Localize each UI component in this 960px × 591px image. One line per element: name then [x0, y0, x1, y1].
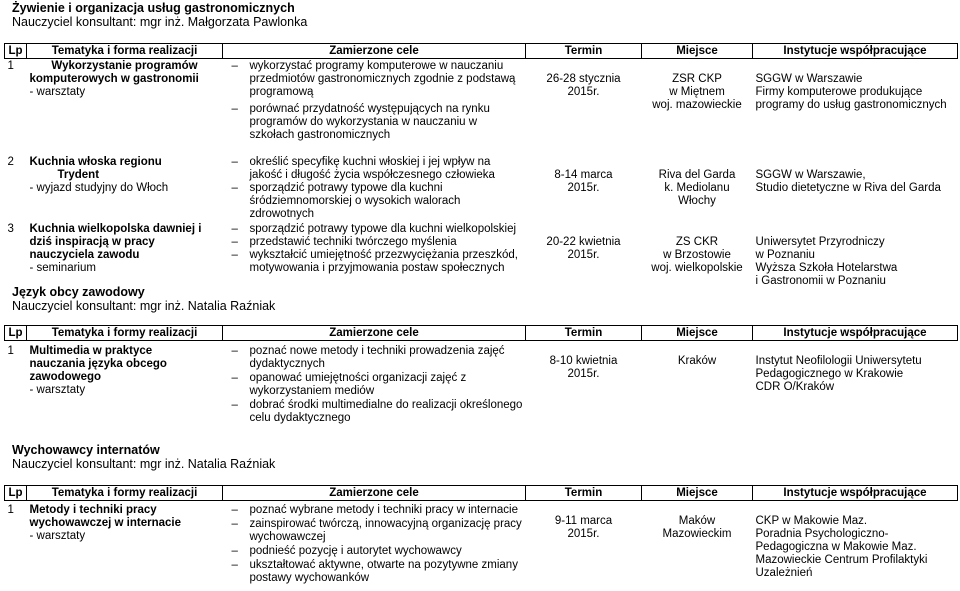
topic-form: - warsztaty [29, 384, 86, 396]
topic-line: Wykorzystanie programów [51, 60, 198, 72]
section-jezyk-header [0, 285, 275, 313]
row-lp: 1 [7, 345, 14, 357]
table-jezyk [4, 325, 958, 426]
row-place [642, 222, 753, 292]
row-topic [27, 59, 223, 155]
inst-line: i Gastronomii w Poznaniu [755, 274, 886, 287]
row-topic [27, 222, 223, 292]
goal-item: – podnieść pozycję i autorytet wychowawcy [226, 545, 523, 558]
term-line: 8-10 kwietnia [549, 355, 618, 367]
term-line: 2015r. [567, 86, 600, 98]
inst-line: w Poznaniu [755, 248, 815, 261]
section-consultant: Nauczyciel konsultant: mgr inż. Małgorzata Pawlonka [12, 15, 308, 29]
term-line: 26-28 stycznia [546, 73, 621, 85]
header-term: Termin [526, 486, 642, 501]
table-row [5, 222, 958, 292]
goal-item: – wykorzystać programy komputerowe w nauczaniu przedmiotów gastronomicznych zgodnie z podstawą programową [226, 60, 523, 99]
topic-form: - seminarium [29, 261, 96, 274]
section-title: Język obcy zawodowy [12, 285, 145, 299]
table-header-row [5, 44, 958, 59]
row-term [526, 59, 642, 155]
table-header-row [5, 486, 958, 501]
row-goals [223, 341, 526, 427]
topic-line: Kuchnia włoska regionu [29, 155, 162, 168]
inst-line: Wyższa Szkoła Hotelarstwa [755, 261, 898, 274]
place-line: woj. mazowieckie [652, 99, 742, 111]
inst-line: Poradnia Psychologiczno-Pedagogiczna w Makowie Maz. [755, 528, 917, 553]
header-institutions: Instytucje współpracujące [753, 44, 958, 59]
goal-item: – wykształcić umiejętność przezwyciężania przeszkód, motywowania i przyjmowania postaw społecznych [226, 249, 523, 275]
term-line: 2015r. [567, 181, 600, 194]
section-wychowawcy-header [0, 443, 275, 471]
goal-item: – określić specyfikę kuchni włoskiej i jej wpływ na jakość i długość życia współczesnego człowieka [226, 156, 523, 182]
topic-form: - wyjazd studyjny do Włoch [29, 181, 169, 194]
place-line: Riva del Garda [658, 168, 736, 181]
row-topic [27, 155, 223, 222]
row-institutions [753, 501, 958, 587]
row-term [526, 501, 642, 587]
goal-item: – poznać nowe metody i techniki prowadzenia zajęć dydaktycznych [226, 345, 523, 371]
goal-item: – sporządzić potrawy typowe dla kuchni wielkopolskiej [226, 223, 523, 236]
topic-form: - warsztaty [29, 530, 86, 542]
row-topic [27, 501, 223, 587]
header-goals: Zamierzone cele [223, 486, 526, 501]
goal-item: – dobrać środki multimedialne do realizacji określonego celu dydaktycznego [226, 399, 523, 425]
table-row [5, 59, 958, 155]
topic-line: Trydent [57, 168, 100, 181]
topic-line: zawodowego [29, 371, 102, 383]
inst-line: SGGW w Warszawie [755, 73, 863, 85]
row-topic [27, 341, 223, 427]
table-header-row [5, 326, 958, 341]
topic-line: komputerowych w gastronomii [29, 73, 199, 85]
header-lp: Lp [5, 486, 27, 501]
place-line: Maków [678, 515, 716, 527]
row-place [642, 501, 753, 587]
header-place: Miejsce [642, 44, 753, 59]
place-line: w Brzostowie [663, 248, 731, 261]
goal-item: – poznać wybrane metody i techniki pracy w internacie [226, 504, 523, 517]
goal-item: – porównać przydatność występujących na rynku programów do wykorzystania w nauczaniu w szkołach gastronomicznych [226, 103, 523, 142]
topic-line: wychowawczej w internacie [29, 517, 181, 529]
term-line: 20-22 kwietnia [546, 235, 621, 248]
goal-item: – opanować umiejętności organizacji zajęć z wykorzystaniem mediów [226, 372, 523, 398]
inst-line: Mazowieckie Centrum Profilaktyki Uzależnień [755, 554, 928, 579]
term-line: 8-14 marca [554, 168, 613, 181]
header-goals: Zamierzone cele [223, 44, 526, 59]
header-place: Miejsce [642, 326, 753, 341]
header-term: Termin [526, 44, 642, 59]
row-goals [223, 155, 526, 222]
topic-line: Kuchnia wielkopolska dawniej i dziś inspiracją w pracy nauczyciela zawodu [29, 222, 202, 261]
row-term [526, 341, 642, 427]
header-goals: Zamierzone cele [223, 326, 526, 341]
goal-item: – ukształtować aktywne, otwarte na pozytywne zmiany postawy wychowanków [226, 559, 523, 585]
section-consultant: Nauczyciel konsultant: mgr inż. Natalia Raźniak [12, 299, 276, 313]
table-zywienie [4, 43, 958, 292]
place-line: Mazowieckim [662, 528, 732, 540]
row-lp: 1 [7, 60, 14, 72]
topic-form: - warsztaty [29, 86, 86, 98]
place-line: ZSR CKP [672, 73, 722, 85]
goal-item: – sporządzić potrawy typowe dla kuchni śródziemnomorskiej o wysokich walorach zdrowotnych [226, 182, 523, 221]
row-institutions [753, 155, 958, 222]
header-topic: Tematyka i formy realizacji [27, 486, 223, 501]
inst-line: Pedagogicznego w Krakowie [755, 368, 904, 380]
section-zywienie-header [0, 1, 307, 29]
header-place: Miejsce [642, 486, 753, 501]
table-wychowawcy [4, 485, 958, 586]
table-row [5, 501, 958, 587]
header-institutions: Instytucje współpracujące [753, 486, 958, 501]
row-goals [223, 59, 526, 155]
inst-line: Firmy komputerowe produkujące programy do usług gastronomicznych [755, 86, 947, 111]
section-title: Wychowawcy internatów [12, 443, 160, 457]
topic-line: Multimedia w praktyce [29, 345, 153, 357]
place-line: k. Mediolanu Włochy [664, 181, 730, 207]
header-lp: Lp [5, 44, 27, 59]
term-line: 2015r. [567, 368, 600, 380]
place-line: w Miętnem [669, 86, 725, 98]
inst-line: Studio dietetyczne w Riva del Garda [755, 181, 941, 194]
goal-item: – zainspirować twórczą, innowacyjną organizację pracy wychowawczej [226, 518, 523, 544]
term-line: 2015r. [567, 248, 600, 261]
row-place [642, 59, 753, 155]
term-line: 2015r. [567, 528, 600, 540]
table-row [5, 155, 958, 222]
row-term [526, 222, 642, 292]
header-topic: Tematyka i formy realizacji [27, 326, 223, 341]
goal-item: – przedstawić techniki twórczego myślenia [226, 236, 523, 249]
header-term: Termin [526, 326, 642, 341]
section-consultant: Nauczyciel konsultant: mgr inż. Natalia Raźniak [12, 457, 276, 471]
header-topic: Tematyka i forma realizacji [27, 44, 223, 59]
row-institutions [753, 222, 958, 292]
section-title: Żywienie i organizacja usług gastronomicznych [12, 1, 295, 15]
place-line: Kraków [677, 355, 717, 367]
row-term [526, 155, 642, 222]
row-lp: 2 [7, 155, 14, 168]
header-lp: Lp [5, 326, 27, 341]
inst-line: Instytut Neofilologii Uniwersytetu [755, 355, 922, 367]
row-place [642, 155, 753, 222]
inst-line: SGGW w Warszawie, [755, 168, 866, 181]
table-row [5, 341, 958, 427]
row-lp: 3 [7, 222, 14, 235]
topic-line: Metody i techniki pracy [29, 504, 157, 516]
inst-line: CKP w Makowie Maz. [755, 515, 868, 527]
row-institutions [753, 59, 958, 155]
place-line: woj. wielkopolskie [651, 261, 743, 274]
row-institutions [753, 341, 958, 427]
topic-line: nauczania języka obcego [29, 358, 167, 370]
row-goals [223, 501, 526, 587]
header-institutions: Instytucje współpracujące [753, 326, 958, 341]
row-place [642, 341, 753, 427]
row-lp: 1 [7, 504, 14, 516]
place-line: ZS CKR [675, 235, 719, 248]
inst-line: Uniwersytet Przyrodniczy [755, 235, 885, 248]
row-goals [223, 222, 526, 292]
term-line: 9-11 marca [554, 515, 613, 527]
inst-line: CDR O/Kraków [755, 381, 835, 393]
